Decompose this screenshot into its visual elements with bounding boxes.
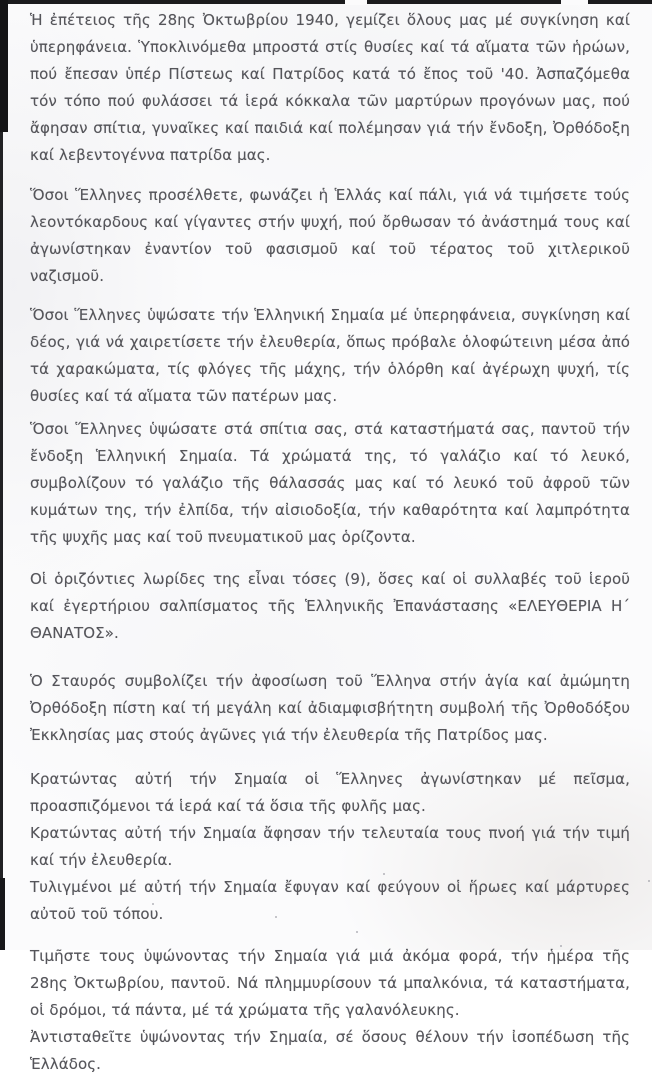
scan-speck <box>152 903 154 905</box>
scan-left-edge-artifact <box>0 0 3 950</box>
scan-speck <box>275 916 277 918</box>
scan-top-edge-gap <box>345 0 367 5</box>
paragraph-anniversary-intro: Ἡ ἐπέτειος τῆς 28ης Ὀκτωβρίου 1940, γεμίζει ὅλους μας μέ συγκίνηση καί ὑπερηφάνεια. Ὑποκλινόμεθα μπροστά στίς θυσίες καί τά αἵματα τῶν ἡρώων, πού ἔπεσαν ὑπέρ Πίστεως καί Πατρίδος κατά τό ἔπος τοῦ '40. Ἀσπαζόμεθα τόν τόπο πού φυλάσσει τά ἱερά κόκκαλα τῶν μαρτύρων προγόνων μας, πού ἄφησαν σπίτια, γυναῖκες καί παιδιά καί πολέμησαν γιά τήν ἔνδοξη, Ὀρθόδοξη καί λεβεντογέννα πατρίδα μας. <box>30 11 630 164</box>
paragraph-resist-raising-flag: Ἀντισταθεῖτε ὑψώνοντας τήν Σημαία, σέ ὅσους θέλουν τήν ἰσοπέδωση τῆς Ἑλλάδος. <box>30 1028 630 1073</box>
paragraph-holding-flag-fought: Κρατώντας αὐτή τήν Σημαία οἱ Ἕλληνες ἀγωνίστηκαν μέ πεῖσμα, προασπιζόμενοι τά ἱερά καί τά ὅσια τῆς φυλῆς μας. <box>30 770 630 815</box>
scan-top-edge-artifact <box>0 0 652 4</box>
scan-left-edge-artifact <box>0 0 8 132</box>
scan-left-edge-artifact <box>0 878 5 950</box>
scan-speck <box>356 931 358 933</box>
paragraph-honor-october-28: Τιμῆστε τους ὑψώνοντας τήν Σημαία γιά μιά ἀκόμα φορά, τήν ἡμέρα τῆς 28ης Ὀκτωβρίου, παντοῦ. Νά πλημμυρίσουν τά μπαλκόνια, τά καταστήματα, οἱ δρόμοι, τά πάντα, μέ τά χρώματα τῆς γαλανόλευκης. <box>30 947 630 1019</box>
paragraph-holding-flag-last-breath: Κρατώντας αὐτή τήν Σημαία ἄφησαν τήν τελευταία τους πνοή γιά τήν τιμή καί τήν ἐλευθερία. <box>30 824 630 869</box>
paragraph-greece-calls: Ὅσοι Ἕλληνες προσέλθετε, φωνάζει ἡ Ἑλλάς καί πάλι, γιά νά τιμήσετε τούς λεοντόκαρδους καί γίγαντες στήν ψυχή, πού ὄρθωσαν τό ἀνάστημά τους καί ἀγωνίστηκαν ἐναντίον τοῦ φασισμοῦ καί τοῦ τέρατος τοῦ χιτλερικοῦ ναζισμοῦ. <box>30 186 630 285</box>
paragraph-nine-stripes: Οἱ ὁριζόντιες λωρίδες της εἶναι τόσες (9), ὅσες καί οἱ συλλαβές τοῦ ἱεροῦ καί ἐγερτήριου σαλπίσματος τῆς Ἑλληνικῆς Ἐπανάστασης «ΕΛΕΥΘΕΡΙΑ Η΄ ΘΑΝΑΤΟΣ». <box>30 570 630 642</box>
scan-speck <box>240 318 242 320</box>
paragraph-raise-flag-pride: Ὅσοι Ἕλληνες ὑψώσατε τήν Ἑλληνική Σημαία μέ ὑπερηφάνεια, συγκίνηση καί δέος, γιά νά χαιρετίσετε τήν ἐλευθερία, ὅπως πρόβαλε ὁλοφώτεινη μέσα ἀπό τά χαρακώματα, τίς φλόγες τῆς μάχης, τήν ὁλόρθη καί ἀγέρωχη ψυχή, τίς θυσίες καί τά αἵματα τῶν πατέρων μας. <box>30 306 630 405</box>
paragraph-wrapped-in-flag: Τυλιγμένοι μέ αὐτή τήν Σημαία ἔφυγαν καί φεύγουν οἱ ἥρωες καί μάρτυρες αὐτοῦ τοῦ τόπου. <box>30 878 630 923</box>
paragraph-flag-colors-symbolism: Ὅσοι Ἕλληνες ὑψώσατε στά σπίτια σας, στά καταστήματά σας, παντοῦ τήν ἔνδοξη Ἑλληνική Σημαία. Τά χρώματά της, τό γαλάζιο καί τό λευκό, συμβολίζουν τό γαλάζιο τῆς θάλασσάς μας καί τό λευκό τοῦ ἀφροῦ τῶν κυμάτων της, τήν ἐλπίδα, τήν αἰσιοδοξία, τήν καθαρότητα καί λαμπρότητα τῆς ψυχῆς μας καί τοῦ πνευματικοῦ μας ὁρίζοντα. <box>30 420 630 546</box>
document-text-column <box>30 7 630 1078</box>
scan-speck <box>383 873 385 875</box>
scan-top-edge-gap <box>561 0 588 5</box>
scan-speck <box>648 880 650 882</box>
scan-speck <box>560 945 562 947</box>
paragraph-cross-symbolism: Ὁ Σταυρός συμβολίζει τήν ἀφοσίωση τοῦ Ἕλληνα στήν ἁγία καί ἀμώμητη Ὀρθόδοξη πίστη καί τή μεγάλη καί ἀδιαμφισβήτητη συμβολή τῆς Ὀρθοδόξου Ἐκκλησίας μας στούς ἀγῶνες γιά τήν ἐλευθερία τῆς Πατρίδος μας. <box>30 672 630 744</box>
